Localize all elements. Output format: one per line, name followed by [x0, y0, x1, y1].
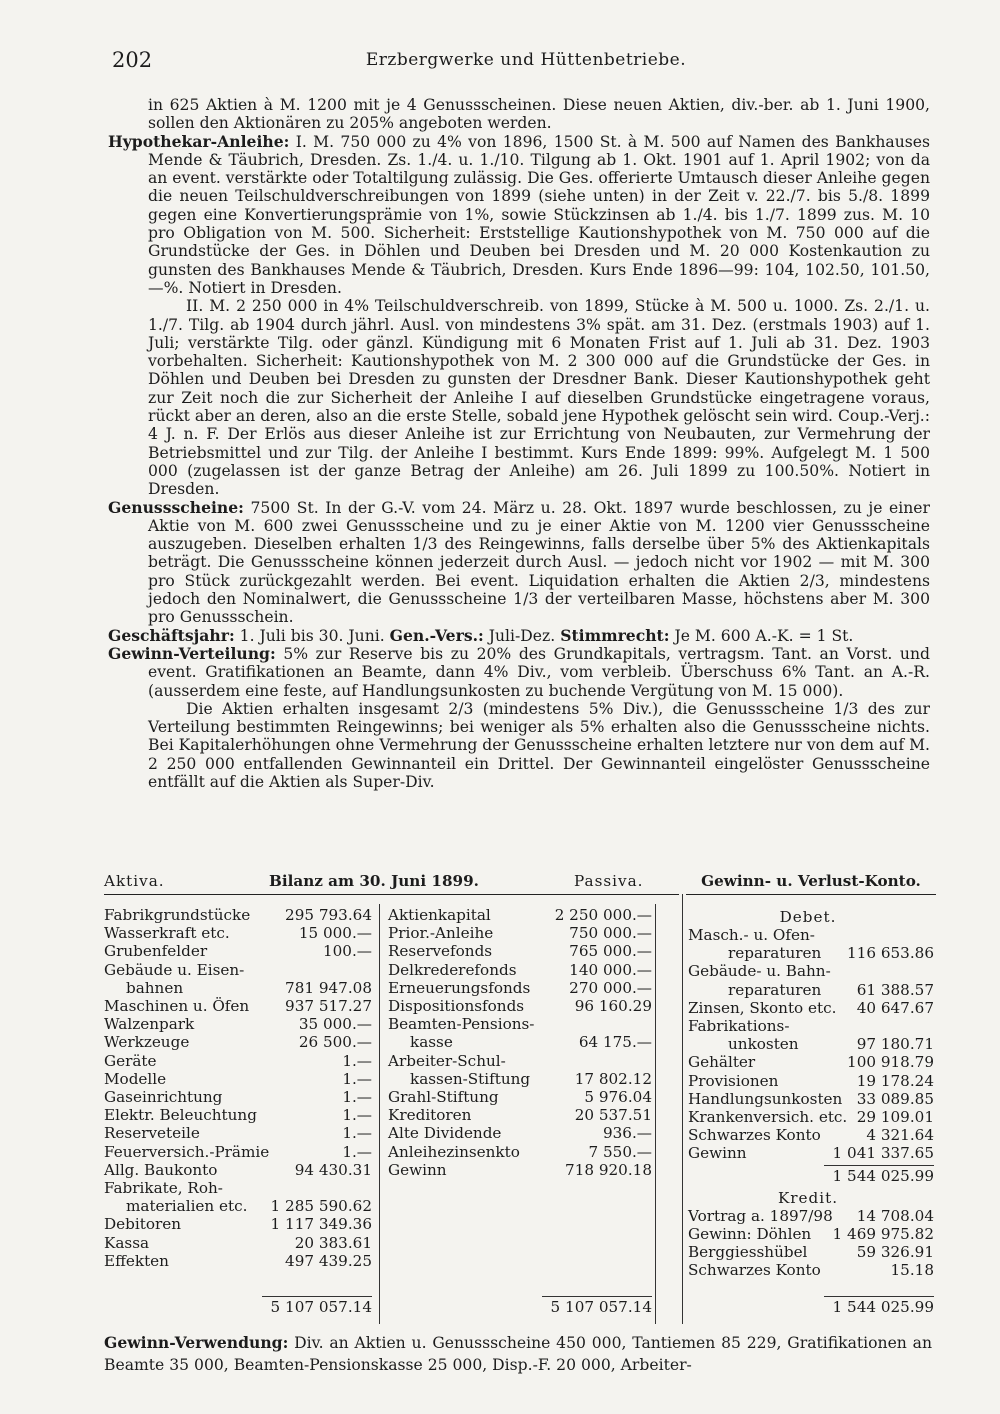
passiva-row-label: kassen-Stiftung: [410, 1069, 531, 1088]
aktiva-row-amount: 295 793.64: [285, 906, 372, 924]
aktiva-row-amount: 100.—: [322, 942, 372, 961]
aktiva-row-label: Fabrikate, Roh-: [104, 1179, 223, 1197]
debet-row-label: reparaturen: [728, 944, 822, 963]
debet-row-amount: 29 109.01: [856, 1108, 934, 1126]
debet-row-label: Zinsen, Skonto etc.: [688, 998, 837, 1017]
passiva-row: [388, 942, 652, 960]
debet-row-label: Schwarzes Konto: [688, 1126, 821, 1145]
passiva-total-rule: [542, 1296, 652, 1297]
passiva-row: [388, 979, 652, 997]
passiva-row-label: Kreditoren: [388, 1106, 472, 1125]
passiva-row: [388, 997, 652, 1015]
aktiva-total: 5 107 057.14: [270, 1298, 372, 1316]
aktiva-row-label: Elektr. Beleuchtung: [104, 1106, 257, 1125]
kredit-row-amount: 59 326.91: [856, 1243, 934, 1262]
passiva-row-amount: 270 000.—: [569, 978, 652, 997]
aktiva-row-label: Geräte: [104, 1051, 157, 1070]
aktiva-row-amount: 1.—: [342, 1142, 372, 1161]
debet-row-label: Gewinn: [688, 1144, 747, 1163]
debet-row-label: Gehälter: [688, 1053, 756, 1072]
aktiva-row-amount: 20 383.61: [294, 1233, 372, 1252]
hypothekar-text: I. M. 750 000 zu 4% von 1896, 1500 St. à M. 500 auf Namen des Bankhauses Mende & Täubrich, Dresden. Zs. 1./4. u. 1./10. Tilgung ab 1. Okt. 1901 auf 1. April 1902; von da an event. verstärkte oder Totaltilgung zulässig. Die Ges. offerierte Umtausch dieser Anleihe gegen die neuen Teilschuldverschreibungen von 1899 (siehe unten) in der Zeit v. 22./7. bis 5./8. 1899 gegen eine Konvertierungsprämie von 1%, sowie Stückzinsen ab 1./4. bis 1./7. 1899 zus. M. 10 pro Obligation von M. 500. Sicherheit: Erststellige Kautionshypothek von M. 750 000 auf die Grundstücke der Ges. in Döhlen und Deuben bei Dresden und M. 20 000 Kostenkaution zu gunsten des Bankhauses Mende & Täubrich, Dresden. Kurs Ende 1896—99: 104, 102.50, 101.50, —%. Notiert in Dresden.: [148, 132, 930, 297]
aktiva-row-label: Reserveteile: [104, 1124, 200, 1143]
passiva-row: [388, 1015, 652, 1033]
passiva-row-amount: 750 000.—: [569, 924, 652, 943]
debet-total: 1 544 025.99: [832, 1166, 934, 1185]
aktiva-row-amount: 937 517.27: [285, 997, 372, 1015]
divider-aktiva: [379, 904, 380, 1324]
aktiva-row: [104, 1124, 372, 1142]
hypothekar-label: Hypothekar-Anleihe:: [108, 131, 290, 151]
aktiva-total-rule: [262, 1296, 372, 1297]
passiva-row-label: Beamten-Pensions-: [388, 1015, 535, 1034]
passiva-row: [388, 1052, 652, 1070]
gewinn-verteilung-text: 5% zur Reserve bis zu 20% des Grundkapitals, vertragsm. Tant. an Vorst. und event. Gratifikationen an Beamte, dann 4% Div., vom verbleib. Überschuss 6% Tant. an A.-R. (ausserdem eine feste, auf Handlungsunkosten zu buchende Vergütung von M. 15 000).: [148, 644, 930, 700]
passiva-total: 5 107 057.14: [550, 1298, 652, 1316]
passiva-row-amount: 20 537.51: [574, 1106, 652, 1125]
aktiva-row: [104, 1143, 372, 1161]
passiva-row-label: Arbeiter-Schul-: [388, 1051, 506, 1070]
financial-statements: [104, 872, 934, 1332]
debet-row-amount: 1 041 337.65: [832, 1144, 934, 1163]
aktiva-row: [104, 1052, 372, 1070]
debet-row: [688, 1090, 934, 1108]
passiva-row-label: kasse: [410, 1033, 453, 1052]
passiva-row: [388, 1106, 652, 1124]
debet-row-amount: 61 388.57: [856, 980, 934, 999]
aktiva-row: [104, 942, 372, 960]
debet-row-amount: 100 918.79: [847, 1053, 934, 1072]
passiva-row: [388, 1143, 652, 1161]
passiva-row-label: Reservefonds: [388, 942, 493, 961]
aktiva-row: [104, 924, 372, 942]
gewinn-verteilung-label: Gewinn-Verteilung:: [108, 643, 276, 663]
debet-row-label: Provisionen: [688, 1071, 779, 1090]
aktiva-row-label: Maschinen u. Öfen: [104, 997, 250, 1015]
kredit-row: [688, 1243, 934, 1261]
passiva-row-amount: 17 802.12: [574, 1069, 652, 1088]
aktiva-row-amount: 1.—: [342, 1088, 372, 1106]
aktiva-row-amount: 1 117 349.36: [270, 1215, 372, 1234]
kredit-row: [688, 1225, 934, 1243]
passiva-label: Passiva.: [574, 872, 644, 890]
aktiva-row: [104, 1161, 372, 1179]
passiva-row-label: Dispositionsfonds: [388, 997, 525, 1015]
aktiva-row: [104, 1106, 372, 1124]
debet-row: [688, 944, 934, 962]
aktiva-row-label: Effekten: [104, 1251, 169, 1270]
aktiva-row-amount: 26 500.—: [298, 1033, 372, 1052]
passiva-row-amount: 765 000.—: [569, 942, 652, 961]
kredit-row-amount: 1 469 975.82: [832, 1225, 934, 1243]
aktiva-row: [104, 906, 372, 924]
passiva-row-label: Grahl-Stiftung: [388, 1088, 499, 1106]
aktiva-row-label: materialien etc.: [126, 1197, 248, 1216]
passiva-row: [388, 1033, 652, 1051]
debet-row-label: Gebäude- u. Bahn-: [688, 962, 831, 981]
paragraph-geschaeftsjahr: [108, 627, 930, 645]
aktiva-row: [104, 997, 372, 1015]
debet-label: Debet.: [779, 908, 837, 926]
aktiva-row: [104, 1070, 372, 1088]
aktiva-row-label: Gaseinrichtung: [104, 1088, 223, 1106]
aktiva-row-amount: 15 000.—: [298, 924, 372, 943]
passiva-row: [388, 924, 652, 942]
aktiva-row: [104, 1015, 372, 1033]
debet-row-amount: 4 321.64: [866, 1126, 934, 1145]
kredit-label: Kredit.: [777, 1188, 839, 1207]
gewinn-verwendung: [104, 1332, 932, 1376]
aktiva-row: [104, 1197, 372, 1215]
aktiva-row-amount: 1.—: [342, 1124, 372, 1143]
passiva-row-label: Delkrederefonds: [388, 960, 517, 979]
passiva-row-label: Erneuerungsfonds: [388, 978, 531, 997]
debet-row-label: Fabrikations-: [688, 1017, 790, 1035]
page-header: [112, 48, 940, 78]
bilanz-title: Bilanz am 30. Juni 1899.: [269, 872, 479, 890]
passiva-row: [388, 1161, 652, 1179]
guv-title: Gewinn- u. Verlust-Konto.: [686, 872, 936, 895]
debet-row-amount: 40 647.67: [856, 998, 934, 1017]
paragraph-hypothekar: [108, 133, 930, 298]
passiva-row-label: Prior.-Anleihe: [388, 924, 494, 943]
aktiva-row-amount: 1.—: [342, 1106, 372, 1125]
aktiva-row-label: Modelle: [104, 1069, 167, 1088]
passiva-row-amount: 96 160.29: [574, 997, 652, 1015]
passiva-row-amount: 64 175.—: [578, 1033, 652, 1052]
debet-row: [688, 1017, 934, 1035]
aktiva-row-amount: 1.—: [342, 1051, 372, 1070]
stimmrecht-label: Stimmrecht:: [560, 625, 670, 645]
kredit-row: [688, 1207, 934, 1225]
passiva-row-label: Alte Dividende: [388, 1124, 502, 1143]
paragraph-aktien-anteil: Die Aktien erhalten insgesamt 2/3 (mindestens 5% Div.), die Genussscheine 1/3 des zur Verteilung bestimmten Reingewinns; bei weniger als 5% erhalten also die Genussscheine nichts. Bei Kapitalerhöhungen ohne Vermehrung der Genussscheine erhalten letztere nur von dem auf M. 2 250 000 entfallenden Gewinnanteil ein Drittel. Der Gewinnanteil eingelöster Genussscheine entfällt auf die Aktien als Super-Div.: [148, 699, 930, 791]
aktiva-row: [104, 1215, 372, 1233]
genussscheine-label: Genussscheine:: [108, 497, 244, 517]
body-text: [108, 96, 930, 791]
paragraph-gewinn-verteilung: [108, 645, 930, 700]
aktiva-row-label: Wasserkraft etc.: [104, 924, 230, 943]
kredit-row-label: Berggiesshübel: [688, 1243, 808, 1262]
debet-row: [688, 1144, 934, 1162]
debet-row: [688, 1053, 934, 1071]
kredit-total: 1 544 025.99: [832, 1298, 934, 1316]
aktiva-row: [104, 961, 372, 979]
kredit-row-label: Vortrag a. 1897/98: [688, 1206, 833, 1225]
aktiva-row-amount: 94 430.31: [294, 1160, 372, 1179]
passiva-row: [388, 1124, 652, 1142]
gewinn-verwendung-text: Div. an Aktien u. Genussscheine 450 000, Tantiemen 85 229, Gratifikationen an Beamte 35 000, Beamten-Pensionskasse 25 000, Disp.-F. 20 000, Arbeiter-: [104, 1334, 932, 1374]
divider-passiva: [655, 904, 656, 1324]
aktiva-row-label: Debitoren: [104, 1215, 182, 1234]
kredit-row: [688, 1261, 934, 1279]
passiva-row-label: Gewinn: [388, 1160, 447, 1179]
genussscheine-text: 7500 St. In der G.-V. vom 24. März u. 28. Okt. 1897 wurde beschlossen, zu je einer Aktie von M. 600 zwei Genussscheine und zu je einer Aktie von M. 1200 vier Genussscheine auszugeben. Dieselben erhalten 1/3 des Reingewinns, falls derselbe über 5% des Aktienkapitals beträgt. Die Genussscheine können jederzeit durch Ausl. — jedoch nicht vor 1902 — mit M. 300 pro Stück zurückgezahlt werden. Bei event. Liquidation erhalten die Aktien 2/3, mindestens jedoch den Nominalwert, die Genussscheine 1/3 der verteilbaren Masse, höchstens aber M. 300 pro Genussschein.: [148, 498, 930, 627]
debet-row-label: Krankenversich. etc.: [688, 1108, 848, 1126]
aktiva-label: Aktiva.: [104, 872, 165, 890]
debet-row-amount: 19 178.24: [856, 1071, 934, 1090]
debet-row: [688, 1126, 934, 1144]
running-title: Erzbergwerke und Hüttenbetriebe.: [365, 50, 687, 70]
aktiva-row-amount: 1 285 590.62: [270, 1197, 372, 1216]
geschaeftsjahr-text: 1. Juli bis 30. Juni.: [239, 626, 385, 645]
paragraph-genussscheine: [108, 499, 930, 627]
aktiva-row-label: Feuerversich.-Prämie: [104, 1142, 270, 1161]
passiva-row-amount: 140 000.—: [569, 960, 652, 979]
aktiva-row-label: Allg. Baukonto: [104, 1160, 218, 1179]
kredit-total-rule: [824, 1296, 934, 1297]
aktiva-row: [104, 979, 372, 997]
aktiva-row-amount: 497 439.25: [285, 1251, 372, 1270]
aktiva-row-amount: 1.—: [342, 1069, 372, 1088]
gewinn-verwendung-label: Gewinn-Verwendung:: [104, 1333, 289, 1352]
debet-row: [688, 1072, 934, 1090]
passiva-row-amount: 936.—: [602, 1124, 652, 1143]
debet-row-amount: 33 089.85: [856, 1089, 934, 1108]
bilanz-header: [104, 872, 679, 895]
page-number: 202: [112, 48, 153, 72]
debet-row-label: reparaturen: [728, 980, 822, 999]
aktiva-row: [104, 1088, 372, 1106]
aktiva-row: [104, 1234, 372, 1252]
passiva-row-amount: 5 976.04: [584, 1088, 652, 1106]
aktiva-row-label: Kassa: [104, 1233, 150, 1252]
passiva-row: [388, 1088, 652, 1106]
stimmrecht-text: Je M. 600 A.-K. = 1 St.: [674, 626, 854, 645]
passiva-row: [388, 906, 652, 924]
debet-row: [688, 1108, 934, 1126]
kredit-row-amount: 14 708.04: [856, 1206, 934, 1225]
debet-row-label: unkosten: [728, 1035, 799, 1054]
aktiva-row-label: Fabrikgrundstücke: [104, 906, 251, 924]
passiva-row-label: Anleihezinsenkto: [388, 1142, 520, 1161]
aktiva-row-amount: 781 947.08: [285, 978, 372, 997]
kredit-row-label: Gewinn: Döhlen: [688, 1225, 812, 1243]
kredit-row-amount: 15.18: [890, 1261, 934, 1280]
debet-row: [688, 981, 934, 999]
divider-guv: [682, 894, 683, 1324]
aktiva-row-label: bahnen: [126, 978, 184, 997]
aktiva-row-label: Werkzeuge: [104, 1033, 190, 1052]
debet-row-label: Masch.- u. Ofen-: [688, 926, 815, 944]
aktiva-row: [104, 1252, 372, 1270]
aktiva-row: [104, 1179, 372, 1197]
genvers-label: Gen.-Vers.:: [389, 625, 484, 645]
genvers-text: Juli-Dez.: [488, 626, 556, 645]
debet-row: [688, 999, 934, 1017]
passiva-row-amount: 718 920.18: [565, 1160, 652, 1179]
passiva-row-label: Aktienkapital: [388, 906, 491, 924]
debet-row-amount: 116 653.86: [847, 944, 934, 963]
aktiva-row-label: Grubenfelder: [104, 942, 208, 961]
debet-total-rule: [824, 1165, 934, 1166]
debet-row-amount: 97 180.71: [856, 1035, 934, 1054]
paragraph-aktien: in 625 Aktien à M. 1200 mit je 4 Genussscheinen. Diese neuen Aktien, div.-ber. ab 1. Juni 1900, sollen den Aktionären zu 205% angeboten werden.: [148, 96, 930, 133]
passiva-row: [388, 1070, 652, 1088]
aktiva-row-label: Gebäude u. Eisen-: [104, 960, 245, 979]
passiva-row-amount: 2 250 000.—: [554, 906, 652, 924]
aktiva-row: [104, 1033, 372, 1051]
debet-row-label: Handlungsunkosten: [688, 1089, 843, 1108]
debet-row: [688, 1035, 934, 1053]
paragraph-anleihe-2: II. M. 2 250 000 in 4% Teilschuldverschreib. von 1899, Stücke à M. 500 u. 1000. Zs. 2./1. u. 1./7. Tilg. ab 1904 durch jährl. Ausl. von mindestens 3% spät. am 31. Dez. (erstmals 1903) auf 1. Juli; verstärkte Tilg. oder gänzl. Kündigung mit 6 Monaten Frist auf 1. Juli ab 31. Dez. 1903 vorbehalten. Sicherheit: Kautionshypothek von M. 2 300 000 auf die Grundstücke der Ges. in Döhlen und Deuben bei Dresden zu gunsten der Dresdner Bank. Dieser Kautionshypothek geht zur Zeit noch die zur Sicherheit der Anleihe I auf dieselben Grundstücke eingetragene voraus, rückt aber an deren, also an die erste Stelle, sobald jene Hypothek gelöscht sein wird. Coup.-Verj.: 4 J. n. F. Der Erlös aus dieser Anleihe ist zur Errichtung von Neubauten, zur Vermehrung der Betriebsmittel und zur Tilg. der Anleihe I bestimmt. Kurs Ende 1899: 99%. Aufgelegt M. 1 500 000 (zugelassen ist der ganze Betrag der Anleihe) am 26. Juli 1899 zu 100.50%. Notiert in Dresden.: [148, 297, 930, 499]
passiva-row-amount: 7 550.—: [588, 1142, 652, 1161]
aktiva-row-label: Walzenpark: [104, 1015, 195, 1034]
geschaeftsjahr-label: Geschäftsjahr:: [108, 625, 235, 645]
kredit-row-label: Schwarzes Konto: [688, 1261, 821, 1280]
debet-row: [688, 962, 934, 980]
debet-row: [688, 926, 934, 944]
aktiva-row-amount: 35 000.—: [298, 1015, 372, 1034]
passiva-row: [388, 961, 652, 979]
